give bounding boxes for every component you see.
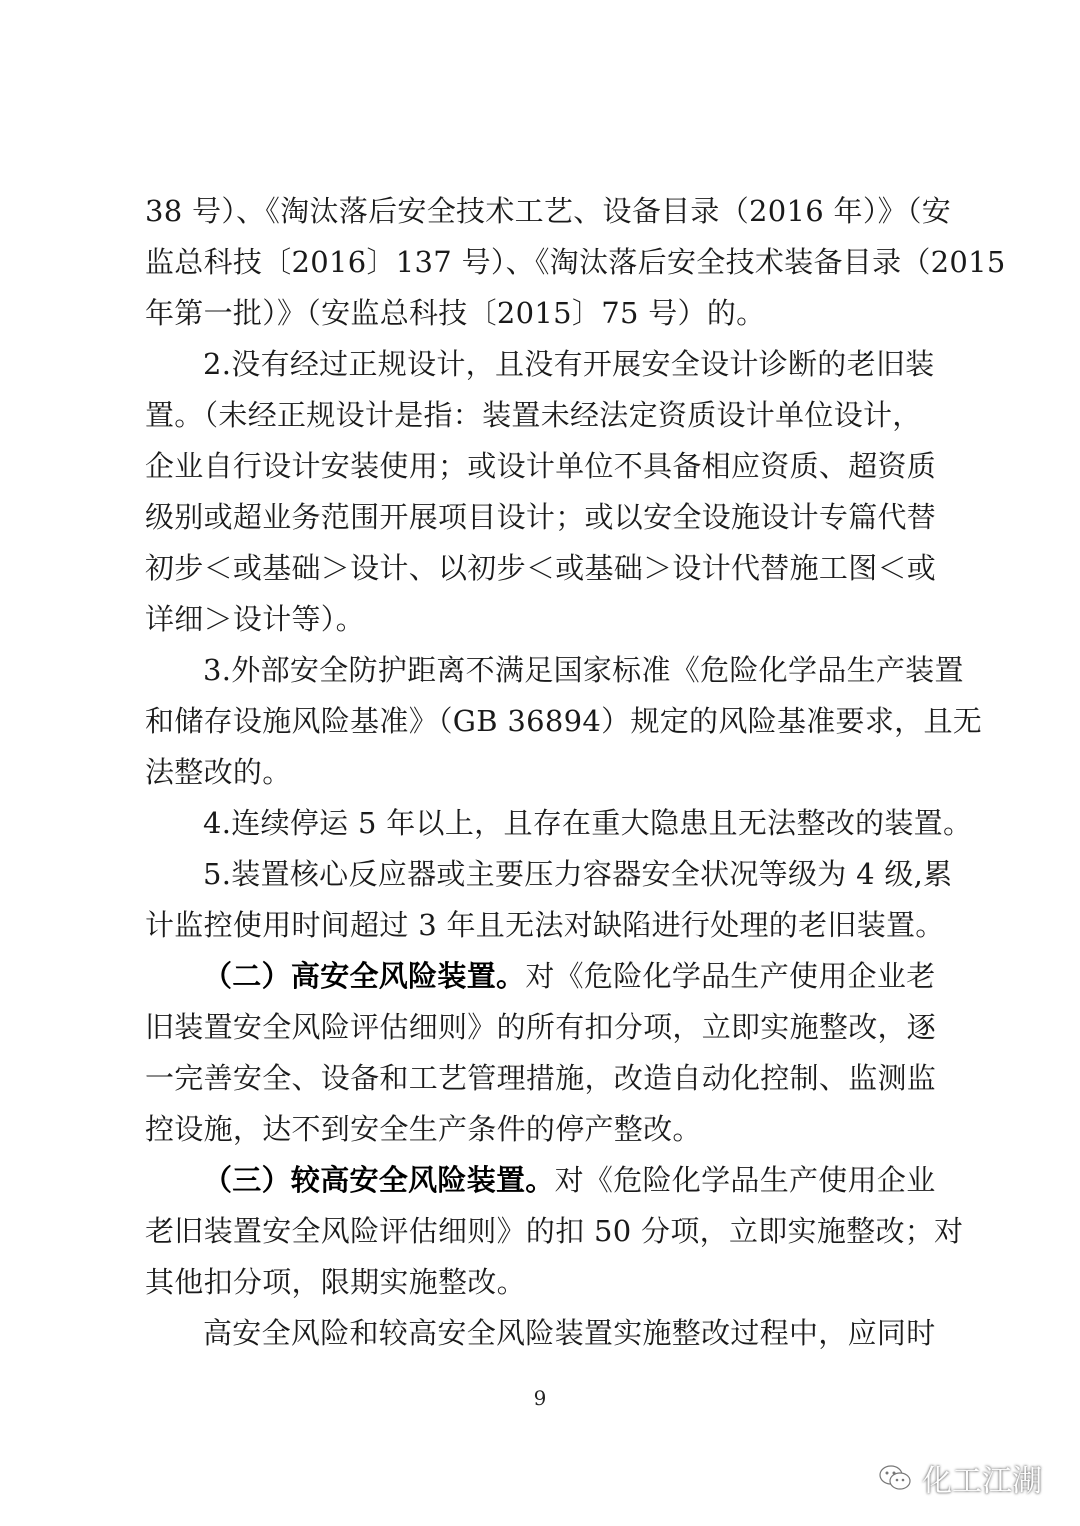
- body-text: [145, 186, 1006, 1359]
- text-line: 详细＞设计等）。: [145, 602, 365, 636]
- watermark-text: 化工江湖: [922, 1464, 1042, 1499]
- text-line: 法整改的。: [145, 755, 292, 789]
- text-line: 级别或超业务范围开展项目设计；或以安全设施设计专篇代替: [145, 500, 937, 534]
- text-line: [145, 951, 940, 1002]
- section-heading-higher-risk: （三）较高安全风险装置。: [203, 1163, 555, 1197]
- section-heading-high-risk: （二）高安全风险装置。: [203, 959, 526, 993]
- text-line: 高安全风险和较高安全风险装置实施整改过程中，应同时: [203, 1316, 936, 1350]
- text-span: 对《危险化学品生产使用企业老: [525, 959, 936, 993]
- page-number: 9: [533, 1386, 547, 1410]
- text-span: 对《危险化学品生产使用企业: [554, 1163, 936, 1197]
- text-line: 置。（未经正规设计是指：装置未经法定资质设计单位设计，: [145, 398, 922, 432]
- text-line: 监总科技〔2016〕137 号）、《淘汰落后安全技术装备目录（2015: [145, 245, 1006, 279]
- text-line: 其他扣分项，限期实施整改。: [145, 1265, 526, 1299]
- text-line: 2.没有经过正规设计，且没有开展安全设计诊断的老旧装: [203, 347, 935, 381]
- watermark: [878, 1456, 1042, 1500]
- text-line: 企业自行设计安装使用；或设计单位不具备相应资质、超资质: [145, 449, 937, 483]
- text-line: 旧装置安全风险评估细则》的所有扣分项，立即实施整改，逐: [145, 1010, 937, 1044]
- text-line: 一完善安全、设备和工艺管理措施，改造自动化控制、监测监: [145, 1061, 937, 1095]
- text-line: 初步＜或基础＞设计、以初步＜或基础＞设计代替施工图＜或: [145, 551, 937, 585]
- text-line: 4.连续停运 5 年以上，且存在重大隐患且无法整改的装置。: [203, 806, 973, 840]
- text-line: 老旧装置安全风险评估细则》的扣 50 分项，立即实施整改；对: [145, 1214, 964, 1248]
- text-line: 3.外部安全防护距离不满足国家标准《危险化学品生产装置: [203, 653, 964, 687]
- text-line: 和储存设施风险基准》（GB 36894）规定的风险基准要求，且无: [145, 704, 983, 738]
- text-line: 5.装置核心反应器或主要压力容器安全状况等级为 4 级,累: [203, 857, 953, 891]
- wechat-icon: [878, 1463, 912, 1493]
- text-line: 38 号）、《淘汰落后安全技术工艺、设备目录（2016 年）》（安: [145, 194, 952, 228]
- text-line: [145, 1155, 940, 1206]
- text-line: 年第一批）》（安监总科技〔2015〕75 号）的。: [145, 296, 766, 330]
- text-line: 控设施，达不到安全生产条件的停产整改。: [145, 1112, 702, 1146]
- text-line: 计监控使用时间超过 3 年且无法对缺陷进行处理的老旧装置。: [145, 908, 945, 942]
